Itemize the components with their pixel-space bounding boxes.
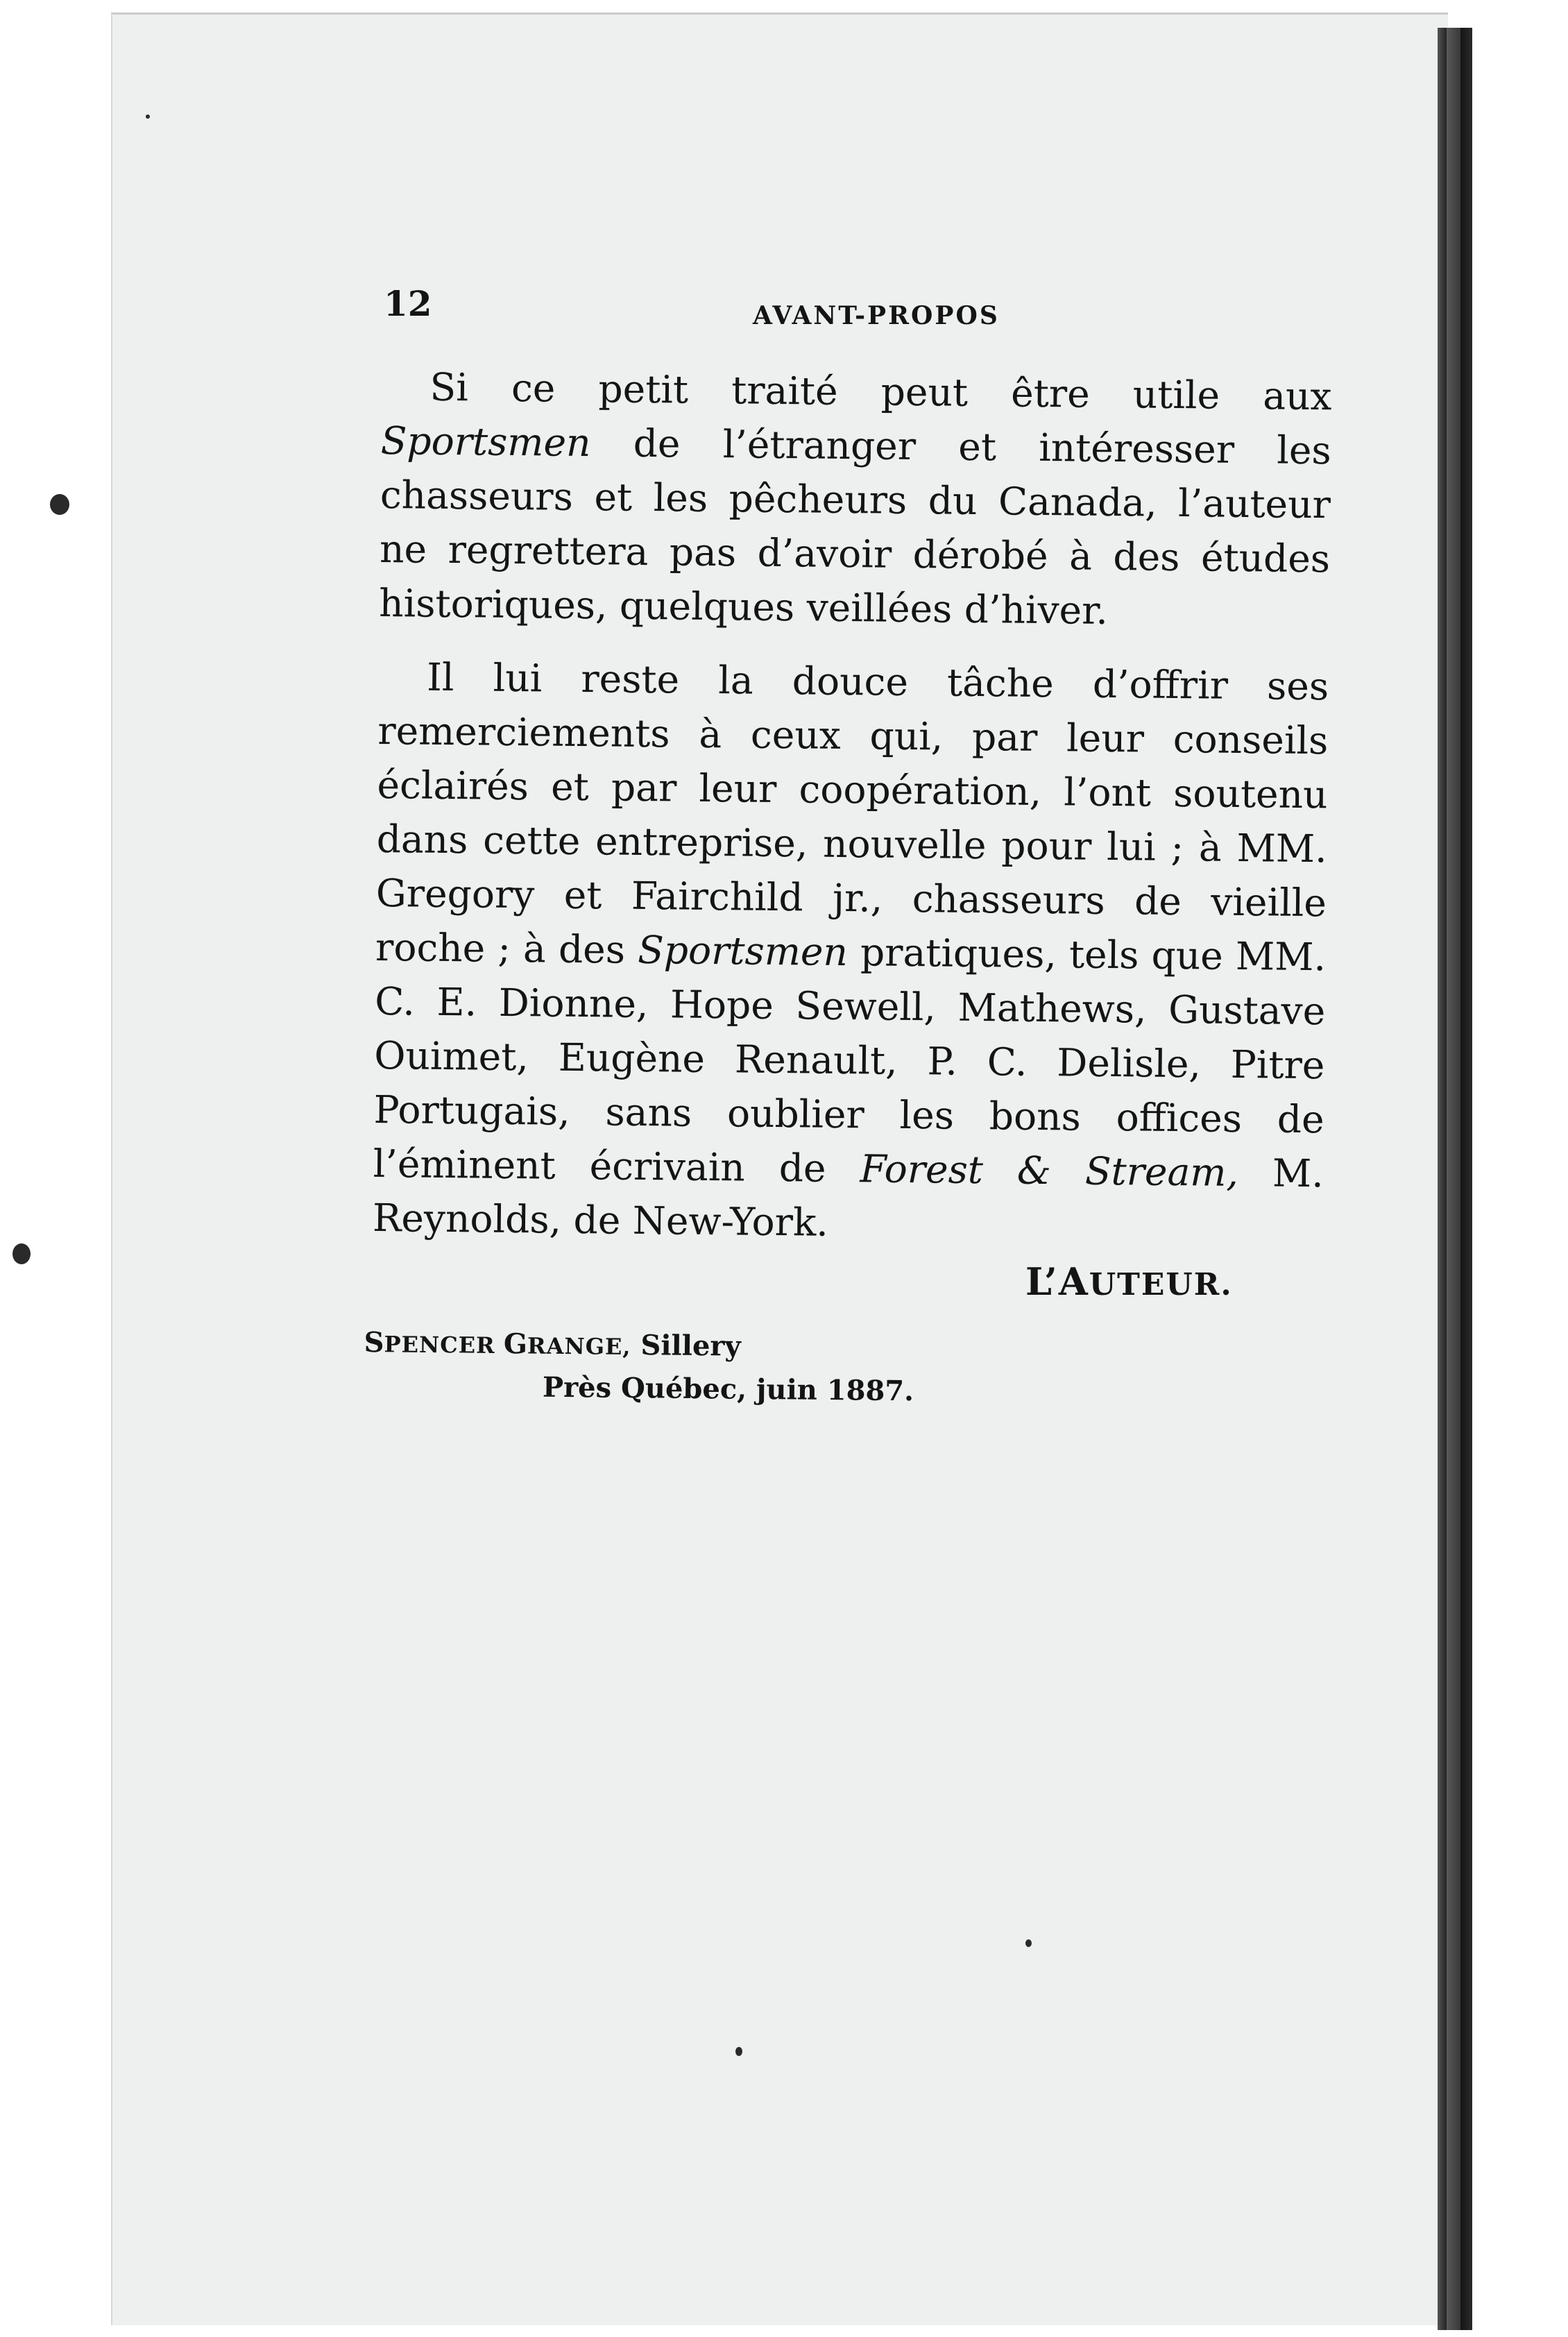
- paragraph-text: Il lui reste la douce tâche d’offrir ses remerciements à ceux qui, par leur conseils éclairés et par leur coopération, l’ont soutenu dans cette entreprise, nouvelle pour lui ; à MM. Gregory et Fairchild jr., chasseurs de vieille roche ; à des: [375, 654, 1329, 972]
- ink-speck: [146, 114, 150, 119]
- author-signature: L’AUTEUR.: [1025, 1259, 1233, 1304]
- page-number: 12: [384, 283, 432, 324]
- date-line: Près Québec, juin 1887.: [542, 1370, 914, 1408]
- italic-term: Sportsmen: [380, 418, 591, 466]
- ink-speck: [735, 2047, 742, 2056]
- running-head: AVANT-PROPOS: [753, 301, 1000, 330]
- italic-journal-title: Forest & Stream,: [860, 1146, 1239, 1195]
- paragraph: [379, 359, 1332, 640]
- paragraph-text: de l’étranger et intéresser les chasseurs et les pêcheurs du Canada, l’auteur ne regrettera pas d’avoir dérobé à des études historiques, quelques veillées d’hiver.: [378, 420, 1332, 633]
- ink-speck: [12, 1243, 31, 1264]
- paragraph: [373, 649, 1329, 1255]
- ink-speck: [50, 494, 69, 515]
- place-and-date: [364, 1322, 914, 1412]
- body-text: [372, 359, 1332, 1274]
- paragraph-text: Si ce petit traité peut être utile aux: [429, 364, 1332, 419]
- ink-speck: [1025, 1939, 1032, 1947]
- book-spine-edge: [1447, 28, 1460, 2330]
- paragraph-text: M. Reynolds, de New-York.: [372, 1150, 1324, 1245]
- place-line: SPENCER GRANGE, Sillery: [364, 1325, 741, 1363]
- italic-term: Sportsmen: [637, 927, 849, 975]
- paragraph-text: pratiques, tels que MM. C. E. Dionne, Hope Sewell, Mathews, Gustave Ouimet, Eugène Renault, P. C. Delisle, Pitre Portugais, sans oublier les bons offices de l’éminent écrivain de: [373, 930, 1327, 1191]
